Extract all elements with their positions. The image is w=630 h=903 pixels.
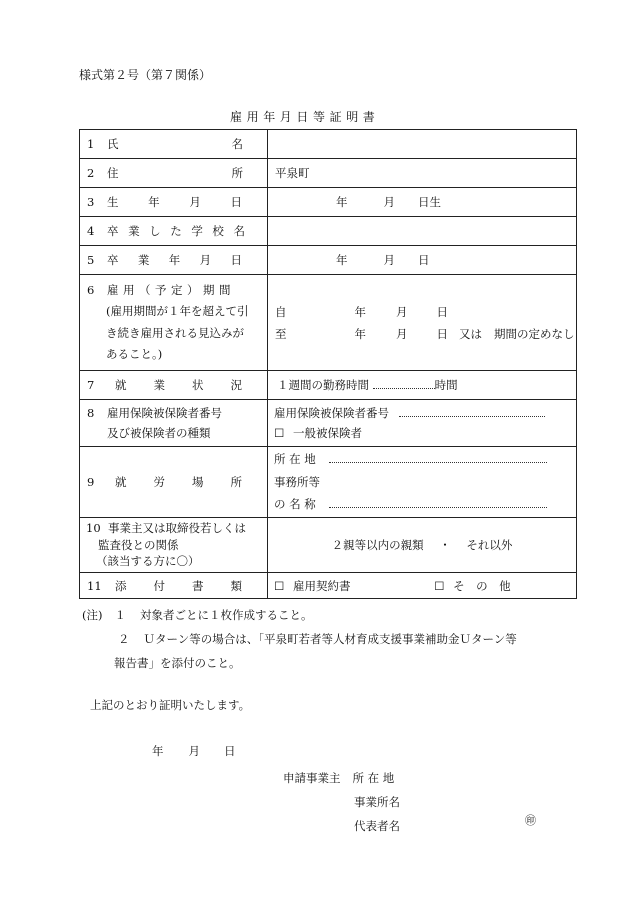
- work-status-field[interactable]: １週間の勤務時間 時間: [268, 371, 577, 400]
- label-name: 1 氏 名: [80, 130, 268, 159]
- checkbox-icon[interactable]: ☐: [434, 578, 445, 593]
- option-close-relative[interactable]: ２親等以内の親類: [331, 538, 424, 552]
- label-work-status: 7 就 業 状 況: [80, 371, 268, 400]
- label-workplace: 9 就 労 場 所: [80, 447, 268, 518]
- checkbox-icon[interactable]: ☐: [274, 426, 285, 440]
- notes: (注) １ 対象者ごとに１枚作成すること。 ２ Ｕターン等の場合は、「平泉町若者等人材育成支援事業補助金Ｕターン等 報告書」を添付のこと。: [82, 608, 517, 670]
- attachments-field[interactable]: ☐ 雇用契約書 ☐ そ の 他: [268, 573, 577, 599]
- row-relationship: [80, 518, 577, 573]
- insurance-field[interactable]: 雇用保険被保険者番号 ☐ 一般被保険者: [268, 400, 577, 447]
- option-other[interactable]: それ以外: [466, 538, 513, 552]
- row-insurance: [80, 400, 577, 447]
- seal-mark: ㊞: [525, 814, 536, 827]
- applicant-block: 申請事業主 所 在 地 事業所名 代表者名: [283, 771, 400, 833]
- row-address: [80, 159, 577, 188]
- insurance-number-input[interactable]: [399, 404, 545, 417]
- relationship-field[interactable]: ２親等以内の親類 ・ それ以外: [268, 518, 577, 573]
- label-relationship: 10 事業主又は取締役若しくは 監査役との関係 （該当する方に〇）: [80, 518, 268, 573]
- label-insurance: 8 雇用保険被保険者番号 及び被保険者の種類: [80, 400, 268, 447]
- employment-period-field[interactable]: 自 年 月 日 至 年 月 日 又は 期間の定めなし: [268, 275, 577, 371]
- weekly-hours-input[interactable]: [373, 376, 435, 389]
- workplace-address-input[interactable]: [329, 450, 547, 463]
- row-workplace: [80, 447, 577, 518]
- label-attachments: 11 添 付 書 類: [80, 573, 268, 599]
- row-name: [80, 130, 577, 159]
- label-employment-period: 6 雇用（予定）期間 (雇用期間が１年を超えて引 き続き雇用される見込みが あること。): [80, 275, 268, 371]
- checkbox-icon[interactable]: ☐: [274, 578, 285, 593]
- label-address: 2 住 所: [80, 159, 268, 188]
- certification-statement: 上記のとおり証明いたします。: [90, 698, 251, 712]
- workplace-name-input[interactable]: [329, 495, 547, 508]
- row-attachments: [80, 573, 577, 599]
- certification-date[interactable]: 年 月 日: [152, 744, 236, 758]
- document-title: 雇用年月日等証明書: [230, 110, 380, 124]
- birthdate-field[interactable]: 年 月 日生: [268, 188, 577, 217]
- certificate-table: [79, 129, 577, 599]
- label-graduation: 5 卒 業 年 月 日: [80, 246, 268, 275]
- workplace-field[interactable]: 所 在 地 事務所等 の 名 称: [268, 447, 577, 518]
- form-number: 様式第２号（第７関係）: [79, 68, 212, 82]
- school-field[interactable]: [268, 217, 577, 246]
- row-school: [80, 217, 577, 246]
- label-birthdate: 3 生 年 月 日: [80, 188, 268, 217]
- row-employment-period: [80, 275, 577, 371]
- name-field[interactable]: [268, 130, 577, 159]
- graduation-field[interactable]: 年 月 日: [268, 246, 577, 275]
- row-graduation: [80, 246, 577, 275]
- row-work-status: [80, 371, 577, 400]
- row-birthdate: [80, 188, 577, 217]
- label-school: 4 卒 業 し た 学 校 名: [80, 217, 268, 246]
- address-field[interactable]: 平泉町: [268, 159, 577, 188]
